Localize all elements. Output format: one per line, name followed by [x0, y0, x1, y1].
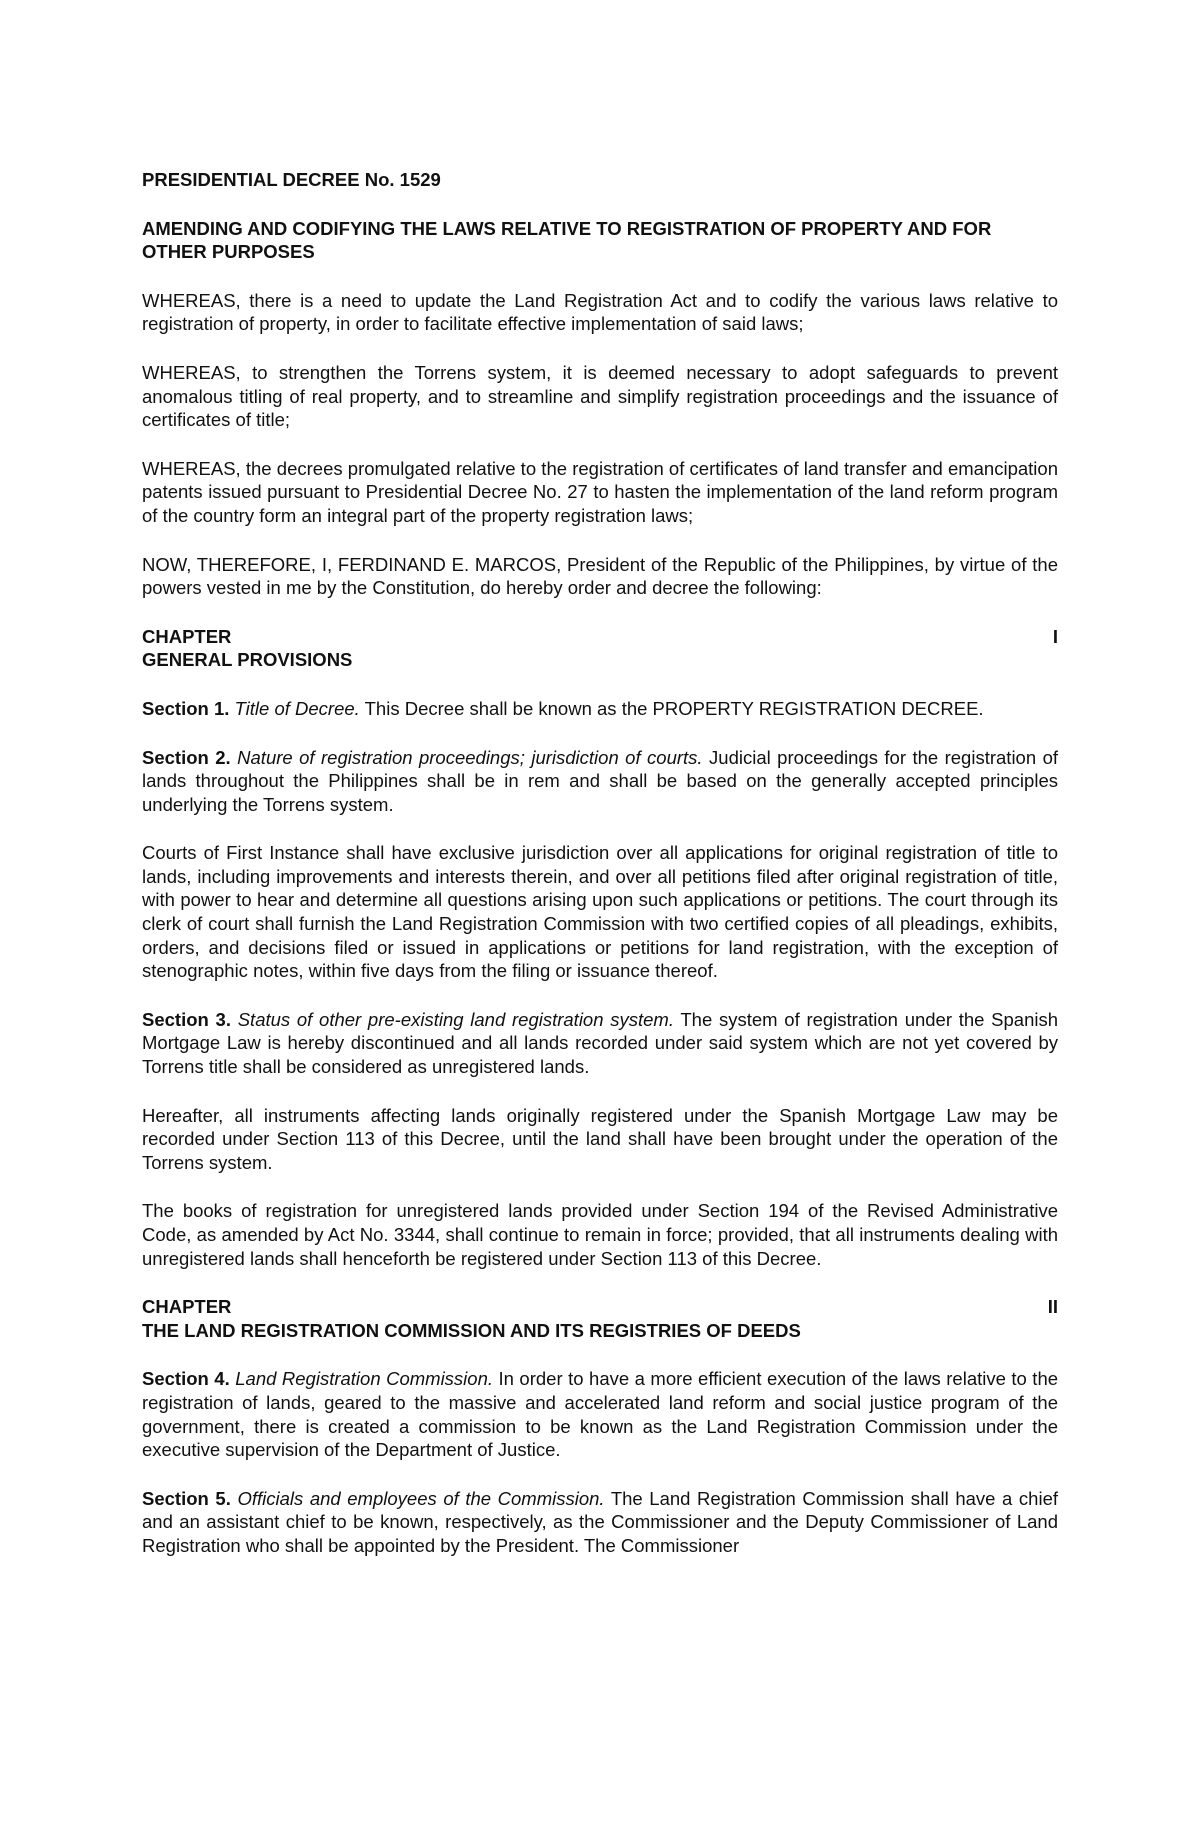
whereas-clause-1: WHEREAS, there is a need to update the Land Registration Act and to codify the various laws relative to registration of property, in order to facilitate effective implementation of said laws;: [142, 289, 1058, 335]
section-heading: Officials and employees of the Commission.: [237, 1487, 605, 1509]
section-paragraph: [142, 1487, 1058, 1558]
section-text: In order to have a more efficient execution of the laws relative to the registration of lands, geared to the massive and accelerated land reform and social justice program of the government, there is created a commission to be known as the Land Registration Commission under the executive supervision of the Department of Justice.: [142, 1368, 1059, 1461]
section-heading: Land Registration Commission.: [235, 1368, 494, 1390]
section-text: This Decree shall be known as the PROPERTY REGISTRATION DECREE.: [364, 697, 984, 719]
section-paragraph: [142, 1008, 1058, 1079]
chapter-label: CHAPTER: [142, 1296, 232, 1318]
chapter-title: GENERAL PROVISIONS: [142, 649, 353, 671]
section-number: Section 1.: [142, 697, 230, 719]
decree-title: AMENDING AND CODIFYING THE LAWS RELATIVE TO REGISTRATION OF PROPERTY AND FOR OTHER PURPOSES: [142, 217, 992, 263]
chapter-numeral: II: [1047, 1296, 1058, 1318]
whereas-clause-3: WHEREAS, the decrees promulgated relative to the registration of certificates of land transfer and emancipation patents issued pursuant to Presidential Decree No. 27 to hasten the implementation of the land reform program of the country form an integral part of the property registration laws;: [142, 457, 1058, 526]
section-text: Judicial proceedings for the registration of lands throughout the Philippines shall be in rem and shall be based on the generally accepted principles underlying the Torrens system.: [142, 746, 1058, 815]
section-number: Section 2.: [142, 746, 231, 768]
decree-number: PRESIDENTIAL DECREE No. 1529: [142, 169, 441, 190]
section-heading: Nature of registration proceedings; jurisdiction of courts.: [237, 746, 703, 768]
whereas-clause-2: WHEREAS, to strengthen the Torrens system, it is deemed necessary to adopt safeguards to prevent anomalous titling of real property, and to streamline and simplify registration proceedings and the issuance of certificates of title;: [142, 361, 1058, 431]
section-heading: Status of other pre-existing land registration system.: [237, 1008, 674, 1030]
section-number: Section 3.: [142, 1008, 231, 1030]
section-paragraph: [142, 746, 1058, 817]
chapter-title: THE LAND REGISTRATION COMMISSION AND ITS REGISTRIES OF DEEDS: [142, 1319, 801, 1341]
section-paragraph: Courts of First Instance shall have exclusive jurisdiction over all applications for original registration of title to lands, including improvements and interests therein, and over all petitions filed after original registration of title, with power to hear and determine all questions arising upon such applications or petitions. The court through its clerk of court shall furnish the Land Registration Commission with two certified copies of all pleadings, exhibits, orders, and decisions filed or issued in applications or petitions for land registration, with the exception of stenographic notes, within five days from the filing or issuance thereof.: [142, 842, 1058, 982]
chapter-numeral: I: [1052, 625, 1058, 647]
section-paragraph: [142, 1367, 1058, 1461]
chapter-heading: [142, 1295, 1058, 1319]
now-therefore-clause: NOW, THEREFORE, I, FERDINAND E. MARCOS, President of the Republic of the Philippines, by virtue of the powers vested in me by the Constitution, do hereby order and decree the following:: [142, 553, 1058, 599]
chapter-label: CHAPTER: [142, 625, 232, 647]
chapter-heading: [142, 625, 1058, 649]
section-paragraph: [142, 697, 1058, 721]
section-number: Section 5.: [142, 1487, 231, 1509]
section-heading: Title of Decree.: [234, 697, 360, 719]
section-paragraph: The books of registration for unregistered lands provided under Section 194 of the Revised Administrative Code, as amended by Act No. 3344, shall continue to remain in force; provided, that all instruments dealing with unregistered lands shall henceforth be registered under Section 113 of this Decree.: [142, 1200, 1058, 1269]
section-text: The system of registration under the Spanish Mortgage Law is hereby discontinued and all lands recorded under said system which are not yet covered by Torrens title shall be considered as unregistered lands.: [142, 1008, 1059, 1078]
document-page: [142, 168, 1058, 1583]
section-text: The Land Registration Commission shall have a chief and an assistant chief to be known, respectively, as the Commissioner and the Deputy Commissioner of Land Registration who shall be appointed by the President. The Commissioner: [142, 1487, 1059, 1556]
section-paragraph: Hereafter, all instruments affecting lands originally registered under the Spanish Mortgage Law may be recorded under Section 113 of this Decree, until the land shall have been brought under the operation of the Torrens system.: [142, 1104, 1058, 1173]
section-number: Section 4.: [142, 1368, 230, 1390]
